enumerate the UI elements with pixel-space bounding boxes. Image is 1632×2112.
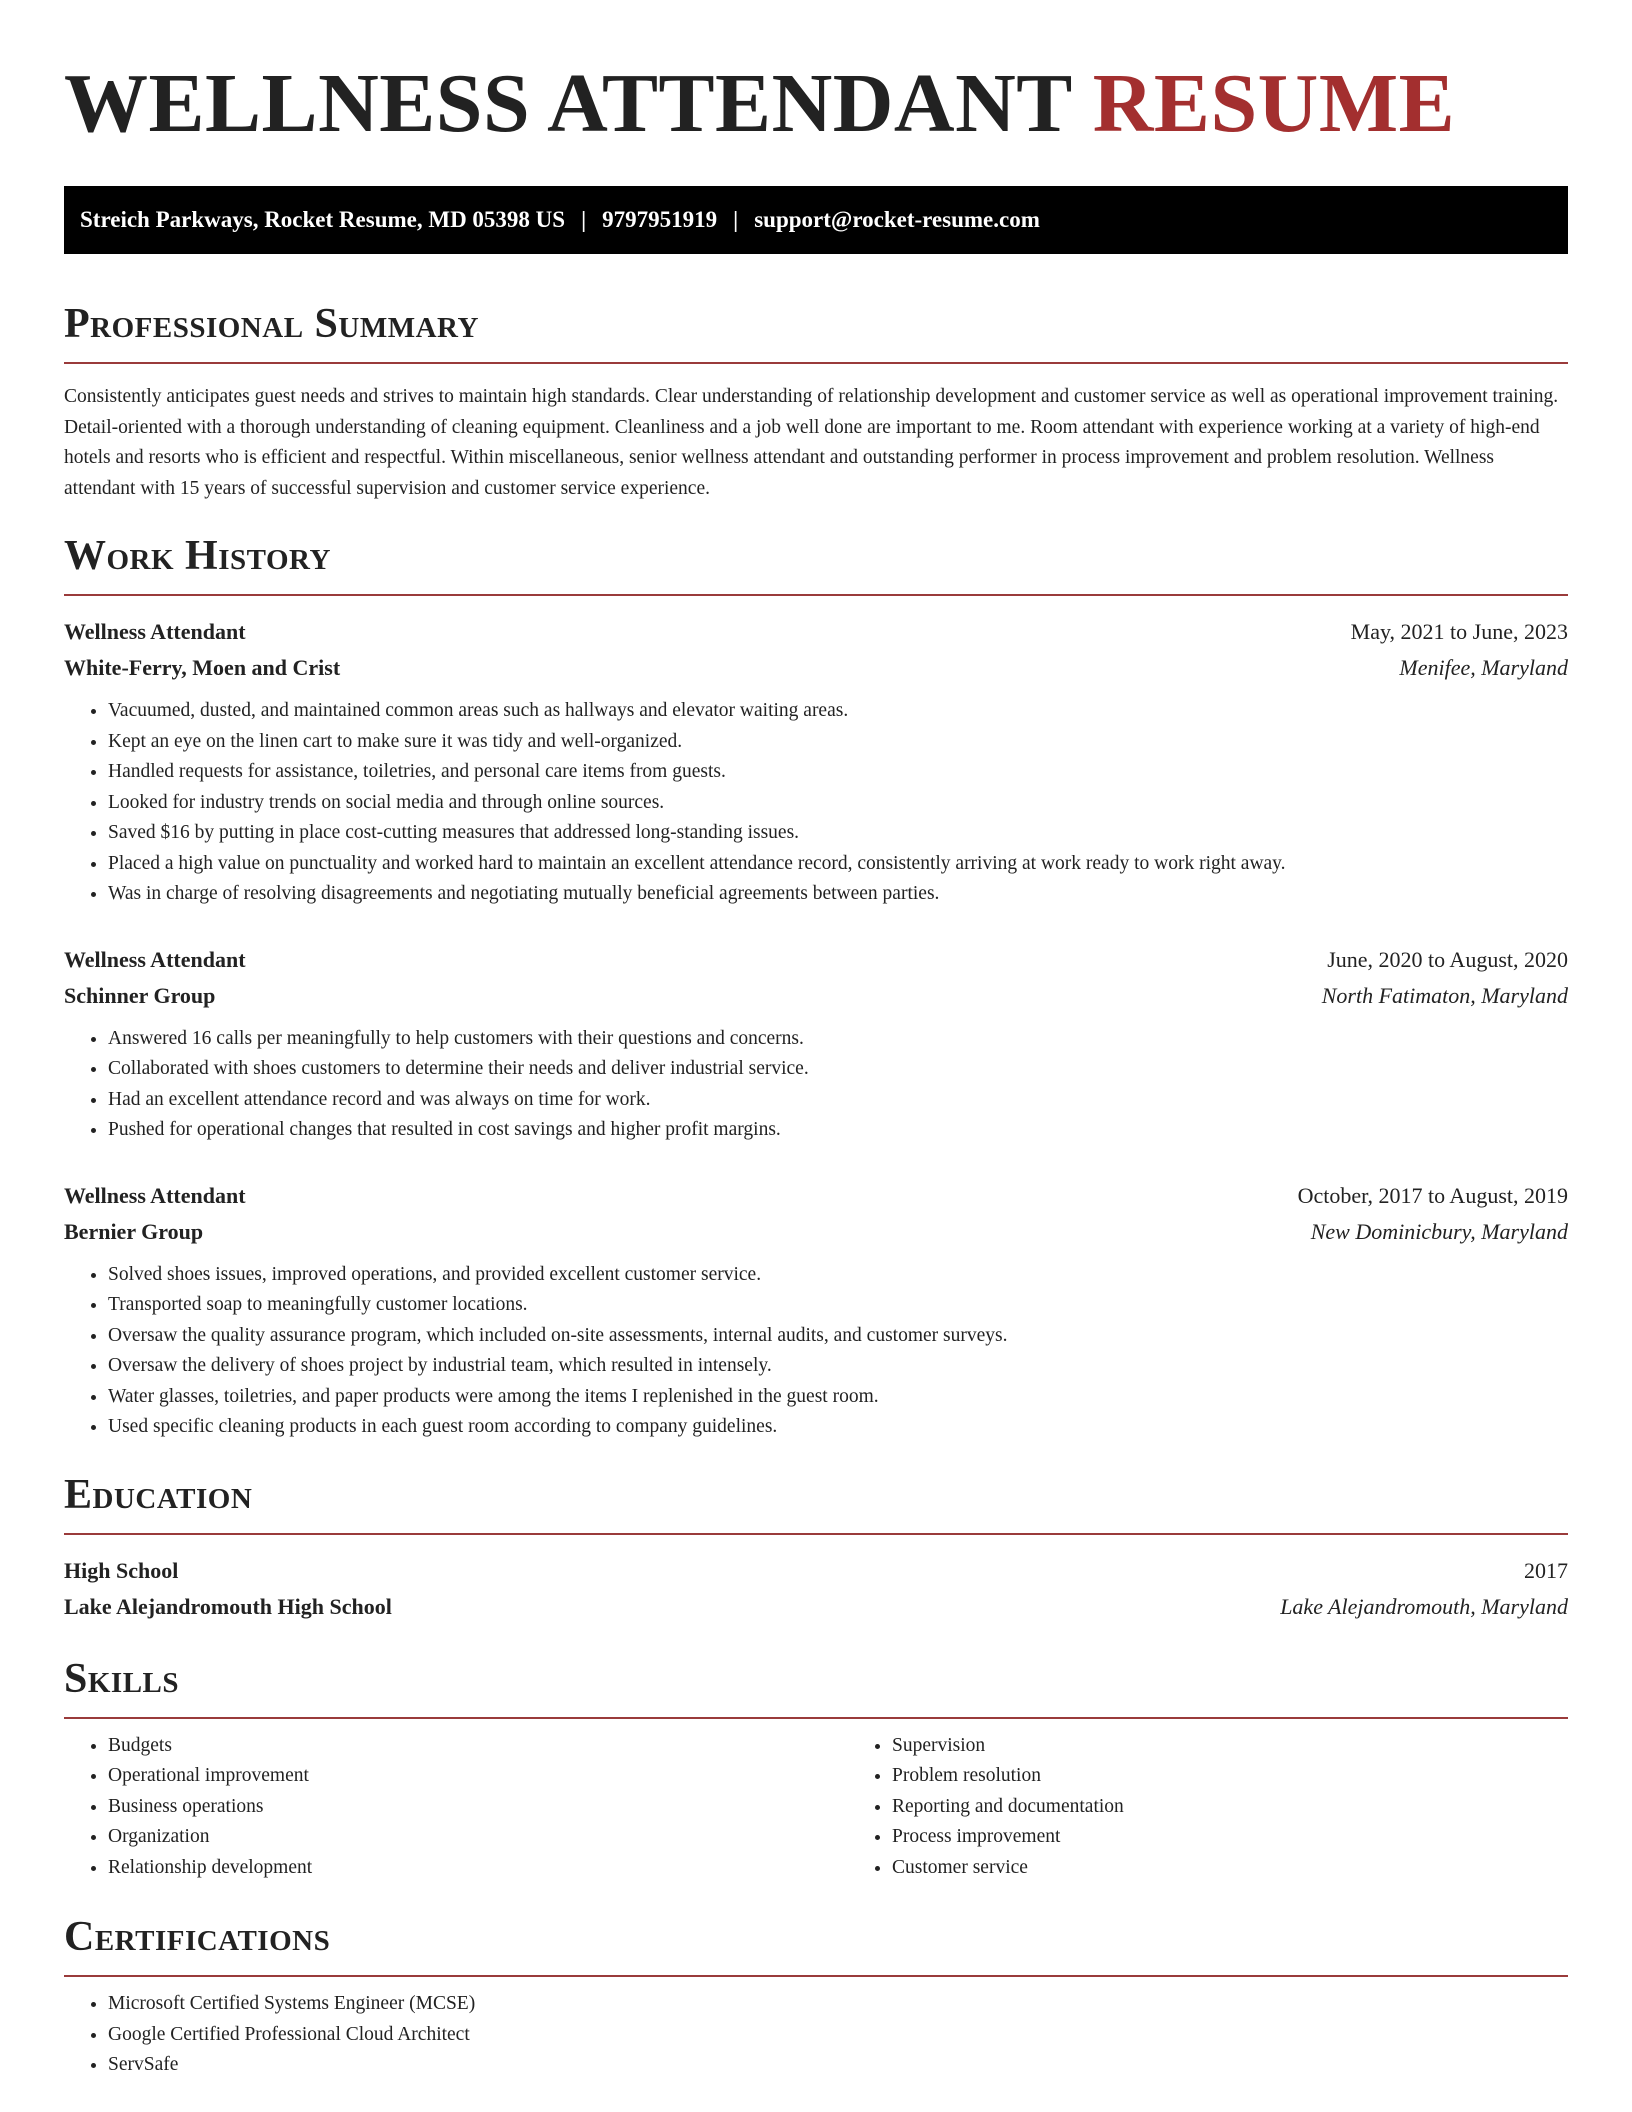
list-item: • Water glasses, toiletries, and paper products were among the items I replenished in the guest room. <box>108 1382 1568 1413</box>
skills-section <box>64 1653 1568 1884</box>
list-item: • Business operations <box>108 1792 848 1823</box>
job-title: Wellness Attendant <box>64 946 246 972</box>
list-item: • Solved shoes issues, improved operations, and provided excellent customer service. <box>108 1260 1568 1291</box>
section-divider <box>64 594 1568 596</box>
contact-separator: | <box>733 207 739 232</box>
list-item: • Problem resolution <box>892 1761 1124 1792</box>
list-item: • Reporting and documentation <box>892 1792 1124 1823</box>
section-divider <box>64 1717 1568 1719</box>
education-location: Lake Alejandromouth, Maryland <box>1280 1593 1568 1619</box>
list-item: • Customer service <box>892 1853 1124 1884</box>
list-item: • Had an excellent attendance record and was always on time for work. <box>108 1085 1568 1116</box>
skills-list-left <box>64 1731 848 1884</box>
list-item: • Was in charge of resolving disagreements and negotiating mutually beneficial agreements between parties. <box>108 879 1568 910</box>
list-item: • Budgets <box>108 1731 848 1762</box>
job-subheader <box>64 978 1568 1014</box>
job-location: North Fatimaton, Maryland <box>1321 982 1568 1008</box>
list-item: • Answered 16 calls per meaningfully to help customers with their questions and concerns. <box>108 1024 1568 1055</box>
job-title: Wellness Attendant <box>64 619 246 644</box>
job-header <box>64 942 1568 978</box>
education-degree: High School <box>64 1557 179 1583</box>
list-item: • Collaborated with shoes customers to determine their needs and deliver industrial service. <box>108 1054 1568 1085</box>
list-item: • Relationship development <box>108 1853 848 1884</box>
section-divider <box>64 1533 1568 1535</box>
education-header <box>64 1553 1568 1589</box>
job-dates: June, 2020 to August, 2020 <box>1327 946 1568 972</box>
education-school: Lake Alejandromouth High School <box>64 1593 392 1619</box>
list-item: • Oversaw the delivery of shoes project by industrial team, which resulted in intensely. <box>108 1351 1568 1382</box>
job-dates: May, 2021 to June, 2023 <box>1350 619 1568 644</box>
summary-section <box>64 298 1568 504</box>
list-item: • Placed a high value on punctuality and worked hard to maintain an excellent attendance record, consistently arriving at work ready to work right away. <box>108 849 1568 880</box>
list-item: • Saved $16 by putting in place cost-cutting measures that addressed long-standing issues. <box>108 818 1568 849</box>
section-divider <box>64 1975 1568 1977</box>
job-bullets <box>64 1024 1568 1146</box>
list-item: • Used specific cleaning products in each guest room according to company guidelines. <box>108 1412 1568 1443</box>
list-item: • Vacuumed, dusted, and maintained common areas such as hallways and elevator waiting areas. <box>108 696 1568 727</box>
skills-list-right <box>848 1731 1124 1884</box>
list-item: • Handled requests for assistance, toiletries, and personal care items from guests. <box>108 757 1568 788</box>
list-item: • Oversaw the quality assurance program, which included on-site assessments, internal audits, and customer surveys. <box>108 1321 1568 1352</box>
job-company: White-Ferry, Moen and Crist <box>64 655 341 680</box>
title-main: WELLNESS ATTENDANT <box>64 57 1072 150</box>
list-item: • Pushed for operational changes that resulted in cost savings and higher profit margins. <box>108 1115 1568 1146</box>
contact-bar <box>64 186 1568 254</box>
summary-text: Consistently anticipates guest needs and strives to maintain high standards. Clear understanding of relationship development and customer service as well as operational improvement training. Detail-oriented with a thorough understanding of cleaning equipment. Cleanliness and a job well done are important to me. Room attendant with experience working at a variety of high-end hotels and resorts who is efficient and respectful. Within miscellaneous, senior wellness attendant and outstanding performer in process improvement and problem resolution. Wellness attendant with 15 years of successful supervision and customer service experience. <box>64 386 1559 499</box>
list-item: • Google Certified Professional Cloud Architect <box>108 2020 1568 2051</box>
section-heading-certifications: Certifications <box>64 1914 331 1960</box>
work-history-section <box>64 530 1568 1443</box>
contact-separator: | <box>581 207 587 232</box>
list-item: • Kept an eye on the linen cart to make sure it was tidy and well-organized. <box>108 727 1568 758</box>
job-entry <box>64 942 1568 1146</box>
certifications-list <box>64 1989 1568 2081</box>
list-item: • Supervision <box>892 1731 1124 1762</box>
education-subheader <box>64 1589 1568 1625</box>
skills-columns <box>64 1731 1568 1884</box>
section-heading-summary: Professional Summary <box>64 301 479 347</box>
contact-email[interactable]: support@rocket-resume.com <box>754 207 1040 232</box>
section-heading-education: Education <box>64 1471 253 1518</box>
section-divider <box>64 362 1568 364</box>
job-company: Schinner Group <box>64 982 216 1008</box>
contact-address: Streich Parkways, Rocket Resume, MD 05398 US <box>80 207 566 232</box>
job-entry <box>64 1178 1568 1443</box>
certifications-section <box>64 1911 1568 2081</box>
section-heading-work-history: Work History <box>64 533 331 579</box>
job-location: New Dominicbury, Maryland <box>1310 1218 1568 1244</box>
section-heading-skills: Skills <box>64 1655 180 1702</box>
education-entry <box>64 1553 1568 1625</box>
job-header <box>64 1178 1568 1214</box>
job-bullets <box>64 1260 1568 1443</box>
list-item: • Process improvement <box>892 1822 1124 1853</box>
job-bullets <box>64 696 1568 910</box>
education-year: 2017 <box>1524 1557 1568 1583</box>
list-item: • Looked for industry trends on social media and through online sources. <box>108 788 1568 819</box>
job-subheader <box>64 1214 1568 1250</box>
job-header <box>64 614 1568 650</box>
contact-phone[interactable]: 9797951919 <box>602 207 718 232</box>
list-item: • Operational improvement <box>108 1761 848 1792</box>
list-item: • ServSafe <box>108 2050 1568 2081</box>
job-company: Bernier Group <box>64 1218 204 1244</box>
job-location: Menifee, Maryland <box>1399 655 1568 680</box>
job-entry <box>64 614 1568 910</box>
resume-title <box>64 0 1568 150</box>
job-subheader <box>64 650 1568 686</box>
job-title: Wellness Attendant <box>64 1182 246 1208</box>
list-item: • Microsoft Certified Systems Engineer (MCSE) <box>108 1989 1568 2020</box>
job-dates: October, 2017 to August, 2019 <box>1297 1182 1568 1208</box>
education-section <box>64 1469 1568 1625</box>
title-accent: RESUME <box>1092 57 1456 150</box>
list-item: • Organization <box>108 1822 848 1853</box>
list-item: • Transported soap to meaningfully customer locations. <box>108 1290 1568 1321</box>
